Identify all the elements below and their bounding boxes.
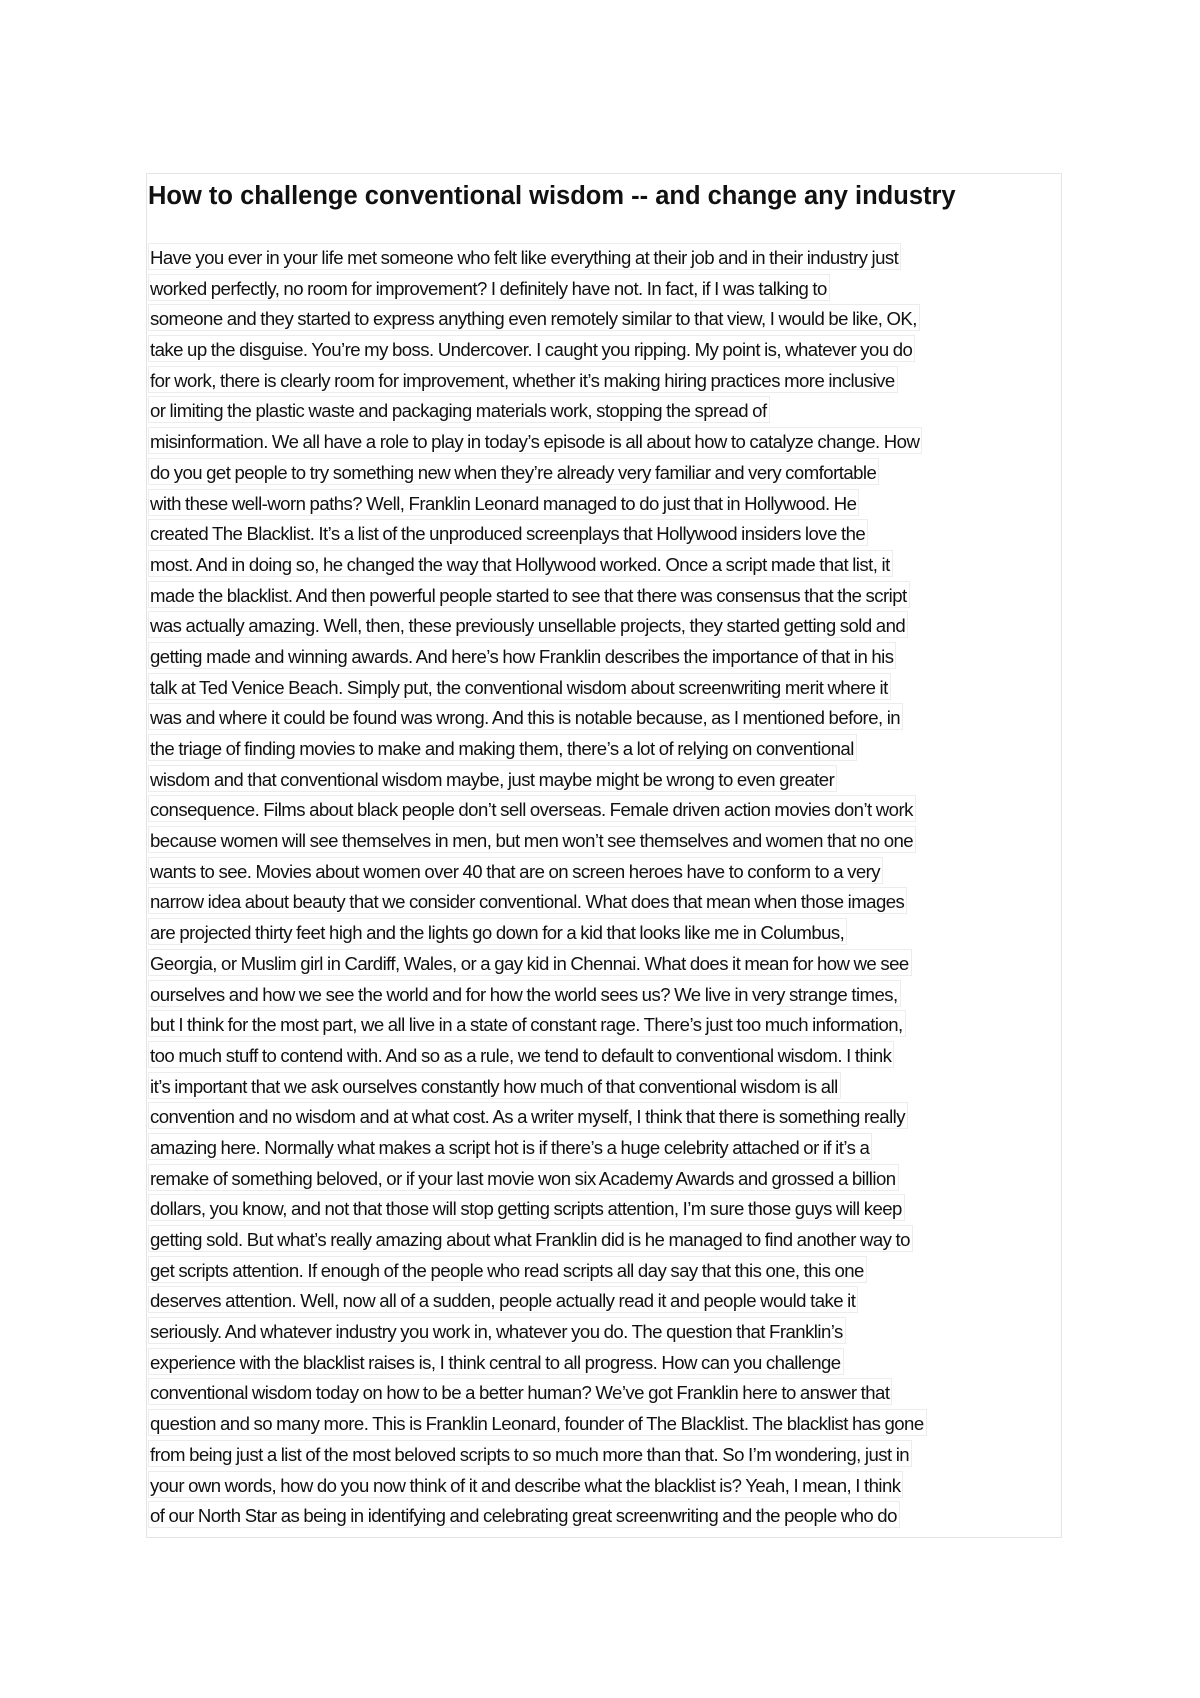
- text-line-content: narrow idea about beauty that we consider conventional. What does that mean when those images: [148, 887, 907, 914]
- text-line: [148, 918, 1060, 949]
- text-line-content: was and where it could be found was wrong. And this is notable because, as I mentioned before, in: [148, 703, 903, 730]
- text-line-content: it’s important that we ask ourselves constantly how much of that conventional wisdom is all: [148, 1072, 841, 1099]
- text-line: [148, 1501, 1060, 1532]
- text-line: [148, 1225, 1060, 1256]
- text-line-content: take up the disguise. You’re my boss. Undercover. I caught you ripping. My point is, whatever you do: [148, 335, 915, 362]
- text-line-content: get scripts attention. If enough of the people who read scripts all day say that this one, this one: [148, 1256, 867, 1283]
- text-line-content: from being just a list of the most beloved scripts to so much more than that. So I’m wondering, just in: [148, 1440, 912, 1467]
- document-body: [148, 243, 1060, 1532]
- text-line-content: experience with the blacklist raises is, I think central to all progress. How can you challenge: [148, 1348, 844, 1375]
- text-line: [148, 550, 1060, 581]
- text-line-content: consequence. Films about black people don’t sell overseas. Female driven action movies don’t work: [148, 795, 916, 822]
- text-line: [148, 1471, 1060, 1502]
- text-line-content: dollars, you know, and not that those will stop getting scripts attention, I’m sure those guys will keep: [148, 1194, 905, 1221]
- text-line: [148, 703, 1060, 734]
- text-line: [148, 243, 1060, 274]
- text-line: [148, 1133, 1060, 1164]
- text-line: [148, 427, 1060, 458]
- text-line-content: remake of something beloved, or if your last movie won six Academy Awards and grossed a billion: [148, 1164, 899, 1191]
- text-line: [148, 366, 1060, 397]
- text-line-content: the triage of finding movies to make and making them, there’s a lot of relying on conventional: [148, 734, 857, 761]
- text-line-content: because women will see themselves in men, but men won’t see themselves and women that no one: [148, 826, 916, 853]
- text-line: [148, 765, 1060, 796]
- text-line-content: most. And in doing so, he changed the way that Hollywood worked. Once a script made that list, it: [148, 550, 893, 577]
- text-line-content: of our North Star as being in identifying and celebrating great screenwriting and the people who do: [148, 1501, 900, 1528]
- text-line: [148, 980, 1060, 1011]
- text-line-content: for work, there is clearly room for improvement, whether it’s making hiring practices more inclusive: [148, 366, 898, 393]
- text-line: [148, 1194, 1060, 1225]
- text-line-content: talk at Ted Venice Beach. Simply put, the conventional wisdom about screenwriting merit where it: [148, 673, 891, 700]
- text-line: [148, 795, 1060, 826]
- text-line: [148, 734, 1060, 765]
- text-line-content: do you get people to try something new when they’re already very familiar and very comfortable: [148, 458, 879, 485]
- text-line-content: worked perfectly, no room for improvement? I definitely have not. In fact, if I was talking to: [148, 274, 830, 301]
- text-line: [148, 1409, 1060, 1440]
- text-line: [148, 826, 1060, 857]
- text-line: [148, 581, 1060, 612]
- text-line: [148, 519, 1060, 550]
- text-line-content: misinformation. We all have a role to play in today’s episode is all about how to catalyze change. How: [148, 427, 922, 454]
- text-line: [148, 611, 1060, 642]
- document-title: How to challenge conventional wisdom -- and change any industry: [148, 182, 956, 210]
- text-line: [148, 1041, 1060, 1072]
- text-line-content: someone and they started to express anything even remotely similar to that view, I would be like, OK,: [148, 304, 920, 331]
- text-line: [148, 673, 1060, 704]
- text-line-content: getting made and winning awards. And here’s how Franklin describes the importance of that in his: [148, 642, 896, 669]
- text-line-content: ourselves and how we see the world and for how the world sees us? We live in very strange times,: [148, 980, 901, 1007]
- text-line: [148, 396, 1060, 427]
- text-line-content: or limiting the plastic waste and packaging materials work, stopping the spread of: [148, 396, 770, 423]
- text-line-content: but I think for the most part, we all live in a state of constant rage. There’s just too much information,: [148, 1010, 906, 1037]
- text-line-content: Have you ever in your life met someone who felt like everything at their job and in their industry just: [148, 243, 901, 270]
- text-line-content: amazing here. Normally what makes a script hot is if there’s a huge celebrity attached or if it’s a: [148, 1133, 872, 1160]
- text-line: [148, 1348, 1060, 1379]
- text-line: [148, 489, 1060, 520]
- text-line-content: getting sold. But what’s really amazing about what Franklin did is he managed to find another way to: [148, 1225, 913, 1252]
- text-line: [148, 949, 1060, 980]
- text-line: [148, 887, 1060, 918]
- text-line: [148, 1317, 1060, 1348]
- text-line: [148, 1010, 1060, 1041]
- text-line-content: with these well-worn paths? Well, Franklin Leonard managed to do just that in Hollywood. He: [148, 489, 859, 516]
- text-line: [148, 857, 1060, 888]
- text-line-content: question and so many more. This is Franklin Leonard, founder of The Blacklist. The blacklist has gone: [148, 1409, 927, 1436]
- text-line-content: seriously. And whatever industry you work in, whatever you do. The question that Franklin’s: [148, 1317, 846, 1344]
- text-line-content: wisdom and that conventional wisdom maybe, just maybe might be wrong to even greater: [148, 765, 837, 792]
- text-line: [148, 642, 1060, 673]
- text-line: [148, 1102, 1060, 1133]
- text-line-content: are projected thirty feet high and the lights go down for a kid that looks like me in Columbus,: [148, 918, 847, 945]
- text-line-content: wants to see. Movies about women over 40 that are on screen heroes have to conform to a very: [148, 857, 883, 884]
- text-line-content: your own words, how do you now think of it and describe what the blacklist is? Yeah, I mean, I think: [148, 1471, 903, 1498]
- text-line-content: created The Blacklist. It’s a list of the unproduced screenplays that Hollywood insiders love the: [148, 519, 868, 546]
- text-line-content: convention and no wisdom and at what cost. As a writer myself, I think that there is something really: [148, 1102, 908, 1129]
- text-line-content: was actually amazing. Well, then, these previously unsellable projects, they started getting sold and: [148, 611, 908, 638]
- text-line: [148, 1378, 1060, 1409]
- text-line: [148, 1286, 1060, 1317]
- text-line: [148, 1256, 1060, 1287]
- text-line: [148, 1164, 1060, 1195]
- text-line: [148, 458, 1060, 489]
- text-line: [148, 1440, 1060, 1471]
- text-line: [148, 304, 1060, 335]
- text-line-content: deserves attention. Well, now all of a sudden, people actually read it and people would take it: [148, 1286, 858, 1313]
- text-line-content: conventional wisdom today on how to be a better human? We’ve got Franklin here to answer that: [148, 1378, 892, 1405]
- text-line-content: too much stuff to contend with. And so as a rule, we tend to default to conventional wisdom. I think: [148, 1041, 894, 1068]
- text-line: [148, 1072, 1060, 1103]
- text-line-content: made the blacklist. And then powerful people started to see that there was consensus that the script: [148, 581, 910, 608]
- text-line-content: Georgia, or Muslim girl in Cardiff, Wales, or a gay kid in Chennai. What does it mean for how we see: [148, 949, 912, 976]
- text-line: [148, 335, 1060, 366]
- text-line: [148, 274, 1060, 305]
